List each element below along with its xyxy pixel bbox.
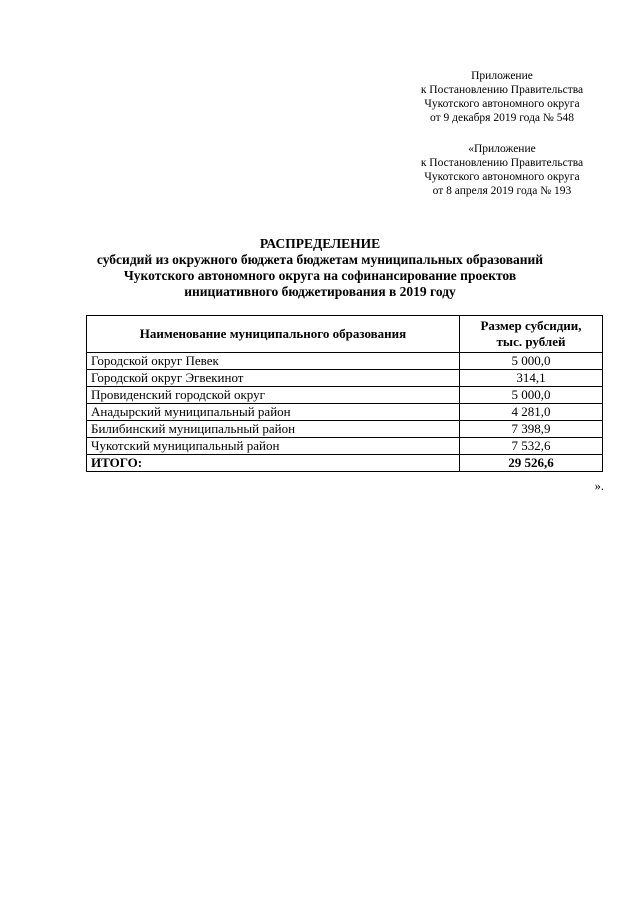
- subsidy-amount: 7 532,6: [460, 438, 603, 455]
- subsidy-amount: 314,1: [460, 370, 603, 387]
- column-header-amount-line1: Размер субсидии,: [480, 318, 582, 333]
- annex-line: Чукотского автономного округа: [424, 98, 580, 110]
- annex-line: «Приложение: [468, 143, 536, 155]
- table-row: [87, 421, 603, 438]
- title-heading: РАСПРЕДЕЛЕНИЕ: [259, 236, 381, 251]
- annex-line: от 8 апреля 2019 года № 193: [432, 185, 572, 197]
- municipality-name: Провиденский городской округ: [87, 387, 460, 404]
- municipality-name: Городской округ Певек: [87, 353, 460, 370]
- annex-header-previous: [380, 142, 624, 198]
- closing-quote-mark: ».: [594, 479, 604, 493]
- column-header-name: Наименование муниципального образования: [87, 316, 460, 353]
- municipality-name: Городской округ Эгвекинот: [87, 370, 460, 387]
- municipality-name: Чукотский муниципальный район: [87, 438, 460, 455]
- table-row: [87, 438, 603, 455]
- subsidy-table: [86, 315, 603, 472]
- annex-line: к Постановлению Правительства: [420, 157, 584, 169]
- annex-line: к Постановлению Правительства: [420, 84, 584, 96]
- annex-line: Чукотского автономного округа: [424, 171, 580, 183]
- table-row: [87, 404, 603, 421]
- table-row: [87, 353, 603, 370]
- column-header-amount: [460, 316, 603, 353]
- total-label: ИТОГО:: [87, 455, 460, 472]
- document-title: [60, 236, 580, 300]
- municipality-name: Анадырский муниципальный район: [87, 404, 460, 421]
- annex-line: Приложение: [471, 70, 533, 82]
- annex-line: от 9 декабря 2019 года № 548: [429, 112, 574, 124]
- table-total-row: [87, 455, 603, 472]
- table-header-row: [87, 316, 603, 353]
- title-line: субсидий из окружного бюджета бюджетам муниципальных образований: [96, 252, 544, 267]
- annex-header-current: [380, 69, 624, 125]
- column-header-amount-line2: тыс. рублей: [496, 334, 566, 349]
- table-row: [87, 370, 603, 387]
- table-row: [87, 387, 603, 404]
- subsidy-amount: 5 000,0: [460, 387, 603, 404]
- municipality-name: Билибинский муниципальный район: [87, 421, 460, 438]
- subsidy-amount: 7 398,9: [460, 421, 603, 438]
- title-line: Чукотского автономного округа на софинансирование проектов: [123, 268, 517, 283]
- subsidy-amount: 5 000,0: [460, 353, 603, 370]
- subsidy-amount: 4 281,0: [460, 404, 603, 421]
- title-line: инициативного бюджетирования в 2019 году: [184, 284, 456, 299]
- total-amount: 29 526,6: [460, 455, 603, 472]
